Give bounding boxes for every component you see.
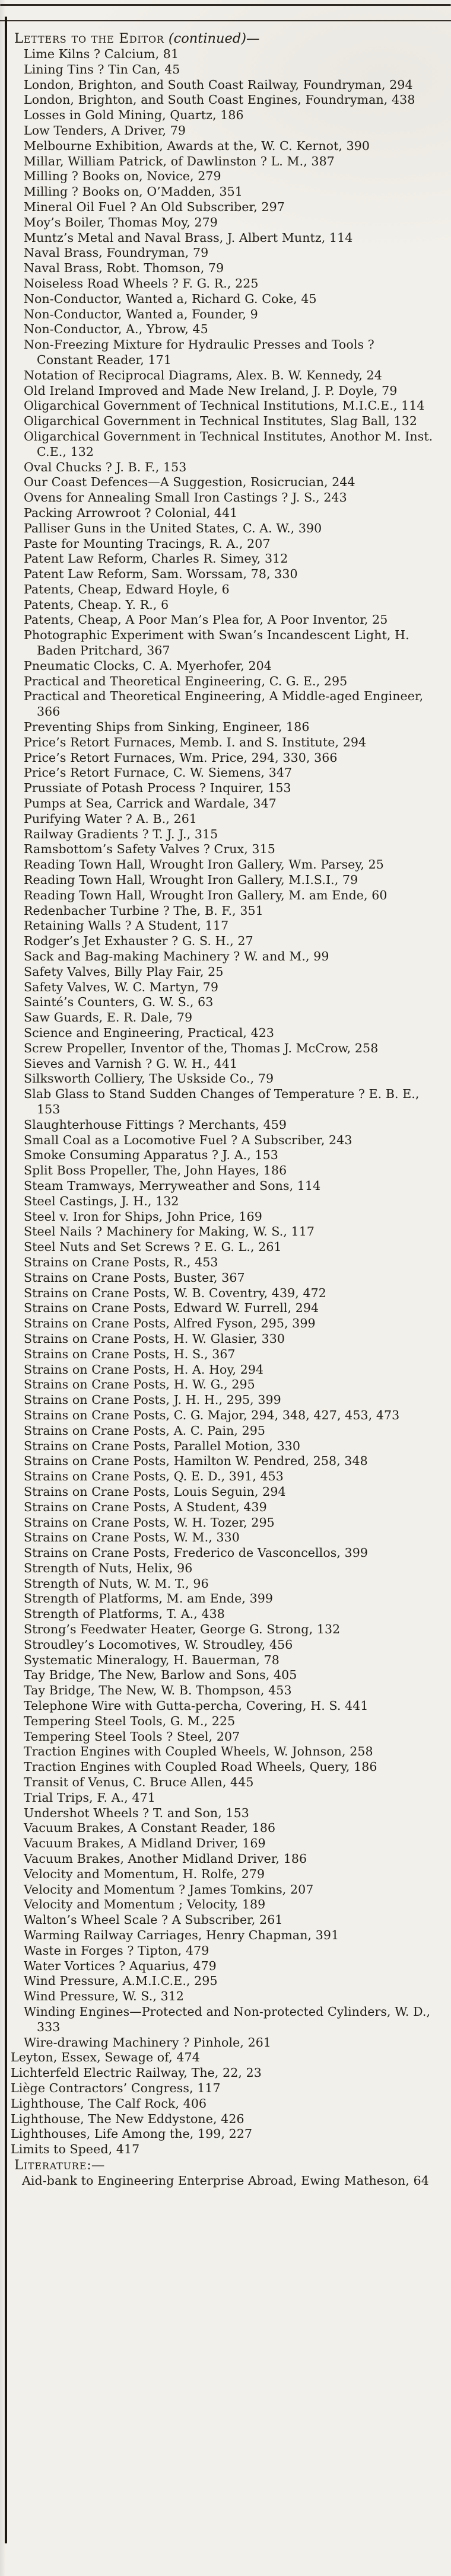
index-entry: Low Tenders, A Driver, 79 xyxy=(24,123,186,138)
index-entry: Strains on Crane Posts, R., 453 xyxy=(24,1255,218,1269)
index-entry: Lime Kilns ? Calcium, 81 xyxy=(24,47,179,61)
letters-entry-list xyxy=(14,47,433,2050)
index-entry: Lining Tins ? Tin Can, 45 xyxy=(24,62,180,76)
index-column xyxy=(11,31,433,2189)
index-entry: Reading Town Hall, Wrought Iron Gallery, M.I.S.I., 79 xyxy=(24,873,358,888)
index-entry: Oligarchical Government in Technical Institutes, Anothor M. Inst. C.E., 132 xyxy=(24,429,433,459)
index-entry: Moy’s Boiler, Thomas Moy, 279 xyxy=(24,215,218,229)
index-entry: Pneumatic Clocks, C. A. Myerhofer, 204 xyxy=(24,658,272,673)
index-entry: Losses in Gold Mining, Quartz, 186 xyxy=(24,108,244,123)
index-entry: Winding Engines—Protected and Non-protected Cylinders, W. D., 333 xyxy=(24,2004,431,2034)
index-entry: Naval Brass, Foundryman, 79 xyxy=(24,245,209,260)
index-entry: Price’s Retort Furnaces, Wm. Price, 294, 330, 366 xyxy=(24,750,338,765)
index-entry: Strength of Nuts, Helix, 96 xyxy=(24,1560,193,1575)
index-entry: Velocity and Momentum ? James Tomkins, 207 xyxy=(24,1882,314,1897)
index-entry: Saw Guards, E. R. Dale, 79 xyxy=(24,1010,193,1025)
index-entry: Strains on Crane Posts, W. H. Tozer, 295 xyxy=(24,1515,275,1530)
index-entry: Leyton, Essex, Sewage of, 474 xyxy=(11,2050,200,2065)
index-entry: Oval Chucks ? J. B. F., 153 xyxy=(24,459,187,474)
index-entry: Noiseless Road Wheels ? F. G. R., 225 xyxy=(24,276,259,291)
index-entry: Steel Castings, J. H., 132 xyxy=(24,1193,179,1208)
index-entry: Purifying Water ? A. B., 261 xyxy=(24,811,198,826)
index-entry: Stroudley’s Locomotives, W. Stroudley, 456 xyxy=(24,1637,293,1652)
index-entry: Slaughterhouse Fittings ? Merchants, 459 xyxy=(24,1117,287,1132)
index-entry: Strains on Crane Posts, Frederico de Vasconcellos, 399 xyxy=(24,1546,369,1560)
index-entry: Walton’s Wheel Scale ? A Subscriber, 261 xyxy=(24,1913,283,1927)
index-entry: Palliser Guns in the United States, C. A. W., 390 xyxy=(24,521,322,535)
index-entry: Strains on Crane Posts, J. H. H., 295, 399 xyxy=(24,1393,281,1407)
index-entry: Traction Engines with Coupled Road Wheels, Query, 186 xyxy=(24,1760,377,1774)
index-entry: Naval Brass, Robt. Thomson, 79 xyxy=(24,261,224,276)
index-entry: Steam Tramways, Merryweather and Sons, 114 xyxy=(24,1178,321,1193)
left-column-rule xyxy=(5,17,7,2543)
index-entry: Sieves and Varnish ? G. W. H., 441 xyxy=(24,1056,238,1071)
index-entry: Lighthouse, The New Eddystone, 426 xyxy=(11,2111,244,2126)
index-entry: Liège Contractors’ Congress, 117 xyxy=(11,2080,221,2095)
letters-section-continued-label: (continued)— xyxy=(164,31,260,46)
index-entry: Sainté’s Counters, G. W. S., 63 xyxy=(24,995,214,1010)
literature-section-suffix: :— xyxy=(87,2157,105,2173)
index-entry: Steel Nails ? Machinery for Making, W. S., 117 xyxy=(24,1224,315,1239)
index-entry: Smoke Consuming Apparatus ? J. A., 153 xyxy=(24,1148,278,1163)
index-entry: Non-Conductor, Wanted a, Founder, 9 xyxy=(24,307,258,321)
index-entry: Silksworth Colliery, The Uskside Co., 79 xyxy=(24,1071,274,1086)
literature-entry-list xyxy=(14,2173,433,2189)
index-entry: Strains on Crane Posts, C. G. Major, 294, 348, 427, 453, 473 xyxy=(24,1407,400,1422)
index-entry: Patent Law Reform, Sam. Worssam, 78, 330 xyxy=(24,567,298,582)
index-entry: Lighthouses, Life Among the, 199, 227 xyxy=(11,2127,253,2141)
index-entry: Redenbacher Turbine ? The, B. F., 351 xyxy=(24,903,263,918)
index-entry: Railway Gradients ? T. J. J., 315 xyxy=(24,826,218,841)
index-entry: Systematic Mineralogy, H. Bauerman, 78 xyxy=(24,1652,280,1667)
index-entry: Preventing Ships from Sinking, Engineer, 186 xyxy=(24,720,310,735)
index-entry: Screw Propeller, Inventor of the, Thomas J. McCrow, 258 xyxy=(24,1040,379,1055)
index-entry: Strains on Crane Posts, A. C. Pain, 295 xyxy=(24,1423,266,1438)
index-entry: Vacuum Brakes, Another Midland Driver, 186 xyxy=(24,1852,307,1866)
main-entry-list xyxy=(11,2050,433,2157)
index-entry: Vacuum Brakes, A Midland Driver, 169 xyxy=(24,1836,266,1851)
index-entry: Water Vortices ? Aquarius, 479 xyxy=(24,1958,217,1973)
index-entry: Small Coal as a Locomotive Fuel ? A Subscriber, 243 xyxy=(24,1132,352,1147)
index-entry: Rodger’s Jet Exhauster ? G. S. H., 27 xyxy=(24,934,253,949)
index-entry: Tay Bridge, The New, Barlow and Sons, 405 xyxy=(24,1668,297,1683)
index-entry: Safety Valves, Billy Play Fair, 25 xyxy=(24,964,224,979)
index-entry: Strains on Crane Posts, W. M., 330 xyxy=(24,1530,240,1545)
index-entry: Oligarchical Government of Technical Institutions, M.I.C.E., 114 xyxy=(24,398,425,413)
index-entry: Wire-drawing Machinery ? Pinhole, 261 xyxy=(24,2035,272,2050)
index-entry: Strains on Crane Posts, Alfred Fyson, 295, 399 xyxy=(24,1316,316,1331)
index-entry: Strains on Crane Posts, Q. E. D., 391, 453 xyxy=(24,1469,284,1484)
index-entry: Transit of Venus, C. Bruce Allen, 445 xyxy=(24,1775,254,1790)
index-entry: Melbourne Exhibition, Awards at the, W. C. Kernot, 390 xyxy=(24,138,370,153)
index-entry: Lighthouse, The Calf Rock, 406 xyxy=(11,2096,207,2111)
index-entry: Practical and Theoretical Engineering, C. G. E., 295 xyxy=(24,673,348,688)
index-entry: London, Brighton, and South Coast Railway, Foundryman, 294 xyxy=(24,77,413,92)
index-entry: Wind Pressure, W. S., 312 xyxy=(24,1989,185,2004)
index-entry: Non-Conductor, Wanted a, Richard G. Coke, 45 xyxy=(24,291,317,306)
index-entry: Prussiate of Potash Process ? Inquirer, 153 xyxy=(24,781,291,796)
index-entry: Sack and Bag-making Machinery ? W. and M., 99 xyxy=(24,949,329,964)
index-entry: Steel Nuts and Set Screws ? E. G. L., 261 xyxy=(24,1240,282,1255)
letters-section-heading xyxy=(14,31,433,47)
index-entry: Millar, William Patrick, of Dawlinston ? L. M., 387 xyxy=(24,154,335,168)
index-entry: Strains on Crane Posts, Edward W. Furrell, 294 xyxy=(24,1301,319,1316)
index-entry: Retaining Walls ? A Student, 117 xyxy=(24,918,229,933)
literature-section-title: Literature xyxy=(14,2157,87,2173)
index-entry: Undershot Wheels ? T. and Son, 153 xyxy=(24,1805,249,1820)
index-entry: Patents, Cheap, A Poor Man’s Plea for, A Poor Inventor, 25 xyxy=(24,612,388,627)
index-entry: Strains on Crane Posts, H. A. Hoy, 294 xyxy=(24,1362,264,1377)
index-entry: Packing Arrowroot ? Colonial, 441 xyxy=(24,505,238,520)
index-entry: Limits to Speed, 417 xyxy=(11,2142,140,2157)
literature-section-heading xyxy=(14,2157,433,2173)
index-entry: Strong’s Feedwater Heater, George G. Strong, 132 xyxy=(24,1622,341,1637)
index-entry: Velocity and Momentum, H. Rolfe, 279 xyxy=(24,1866,265,1881)
index-entry: Muntz’s Metal and Naval Brass, J. Albert Muntz, 114 xyxy=(24,230,353,245)
index-entry: Safety Valves, W. C. Martyn, 79 xyxy=(24,979,219,994)
index-entry: Patent Law Reform, Charles R. Simey, 312 xyxy=(24,551,288,566)
index-entry: Ovens for Annealing Small Iron Castings ? J. S., 243 xyxy=(24,490,347,505)
index-entry: Photographic Experiment with Swan’s Incandescent Light, H. Baden Pritchard, 367 xyxy=(24,628,409,658)
index-entry: Our Coast Defences—A Suggestion, Rosicrucian, 244 xyxy=(24,475,355,490)
index-entry: Non-Conductor, A., Ybrow, 45 xyxy=(24,322,208,337)
index-entry: Science and Engineering, Practical, 423 xyxy=(24,1026,275,1040)
index-entry: Oligarchical Government in Technical Institutes, Slag Ball, 132 xyxy=(24,414,418,429)
index-entry: Telephone Wire with Gutta-percha, Covering, H. S. 441 xyxy=(24,1699,369,1713)
index-entry: Velocity and Momentum ; Velocity, 189 xyxy=(24,1897,266,1912)
index-entry: Tempering Steel Tools, G. M., 225 xyxy=(24,1713,236,1728)
index-entry: Strains on Crane Posts, Louis Seguin, 294 xyxy=(24,1484,286,1499)
index-entry: Warming Railway Carriages, Henry Chapman, 391 xyxy=(24,1928,339,1943)
index-entry: Wind Pressure, A.M.I.C.E., 295 xyxy=(24,1974,218,1988)
index-entry: Aid-bank to Engineering Enterprise Abroad, Ewing Matheson, 64 xyxy=(22,2173,429,2188)
index-entry: Non-Freezing Mixture for Hydraulic Presses and Tools ? Constant Reader, 171 xyxy=(24,337,374,367)
index-entry: Patents, Cheap. Y. R., 6 xyxy=(24,597,169,612)
index-entry: Strains on Crane Posts, H. S., 367 xyxy=(24,1346,236,1361)
index-entry: Split Boss Propeller, The, John Hayes, 186 xyxy=(24,1163,287,1178)
index-entry: Old Ireland Improved and Made New Ireland, J. P. Doyle, 79 xyxy=(24,383,398,398)
index-entry: Lichterfeld Electric Railway, The, 22, 23 xyxy=(11,2066,262,2080)
index-entry: Strains on Crane Posts, W. B. Coventry, 439, 472 xyxy=(24,1285,326,1300)
index-entry: Steel v. Iron for Ships, John Price, 169 xyxy=(24,1209,262,1224)
index-entry: Strength of Platforms, M. am Ende, 399 xyxy=(24,1591,274,1606)
index-entry: Practical and Theoretical Engineering, A Middle-aged Engineer, 366 xyxy=(24,689,424,719)
index-entry: Pumps at Sea, Carrick and Wardale, 347 xyxy=(24,796,277,811)
index-entry: Reading Town Hall, Wrought Iron Gallery, Wm. Parsey, 25 xyxy=(24,857,384,872)
index-entry: Patents, Cheap, Edward Hoyle, 6 xyxy=(24,582,230,596)
index-entry: Waste in Forges ? Tipton, 479 xyxy=(24,1943,209,1958)
index-entry: Ramsbottom’s Safety Valves ? Crux, 315 xyxy=(24,842,275,857)
index-entry: Strains on Crane Posts, Buster, 367 xyxy=(24,1270,245,1285)
top-rule-thick xyxy=(0,4,451,6)
index-entry: Traction Engines with Coupled Wheels, W. Johnson, 258 xyxy=(24,1744,373,1759)
index-entry: Strains on Crane Posts, Hamilton W. Pendred, 258, 348 xyxy=(24,1454,368,1469)
index-entry: Reading Town Hall, Wrought Iron Gallery, M. am Ende, 60 xyxy=(24,888,388,902)
index-entry: Strains on Crane Posts, Parallel Motion, 330 xyxy=(24,1438,300,1453)
index-entry: Vacuum Brakes, A Constant Reader, 186 xyxy=(24,1821,276,1836)
index-entry: Paste for Mounting Tracings, R. A., 207 xyxy=(24,536,271,551)
index-entry: Strains on Crane Posts, H. W. Glasier, 330 xyxy=(24,1331,285,1346)
index-entry: Price’s Retort Furnaces, Memb. I. and S. Institute, 294 xyxy=(24,735,367,749)
index-entry: Milling ? Books on, O’Madden, 351 xyxy=(24,184,243,199)
letters-section-title: Letters to the Editor xyxy=(14,31,164,46)
index-entry: Milling ? Books on, Novice, 279 xyxy=(24,169,221,184)
index-entry: Strains on Crane Posts, H. W. G., 295 xyxy=(24,1377,255,1392)
index-entry: Mineral Oil Fuel ? An Old Subscriber, 297 xyxy=(24,199,285,214)
index-entry: Notation of Reciprocal Diagrams, Alex. B. W. Kennedy, 24 xyxy=(24,368,382,382)
index-entry: Tempering Steel Tools ? Steel, 207 xyxy=(24,1729,240,1744)
index-entry: Strength of Platforms, T. A., 438 xyxy=(24,1607,225,1621)
index-entry: Tay Bridge, The New, W. B. Thompson, 453 xyxy=(24,1683,292,1698)
index-entry: Trial Trips, F. A., 471 xyxy=(24,1790,155,1805)
index-entry: Price’s Retort Furnace, C. W. Siemens, 347 xyxy=(24,765,293,780)
index-entry: Strains on Crane Posts, A Student, 439 xyxy=(24,1499,267,1514)
index-entry: London, Brighton, and South Coast Engines, Foundryman, 438 xyxy=(24,92,415,107)
top-rule-thin xyxy=(0,20,451,21)
index-entry: Slab Glass to Stand Sudden Changes of Temperature ? E. B. E., 153 xyxy=(24,1087,420,1116)
index-entry: Strength of Nuts, W. M. T., 96 xyxy=(24,1576,209,1591)
